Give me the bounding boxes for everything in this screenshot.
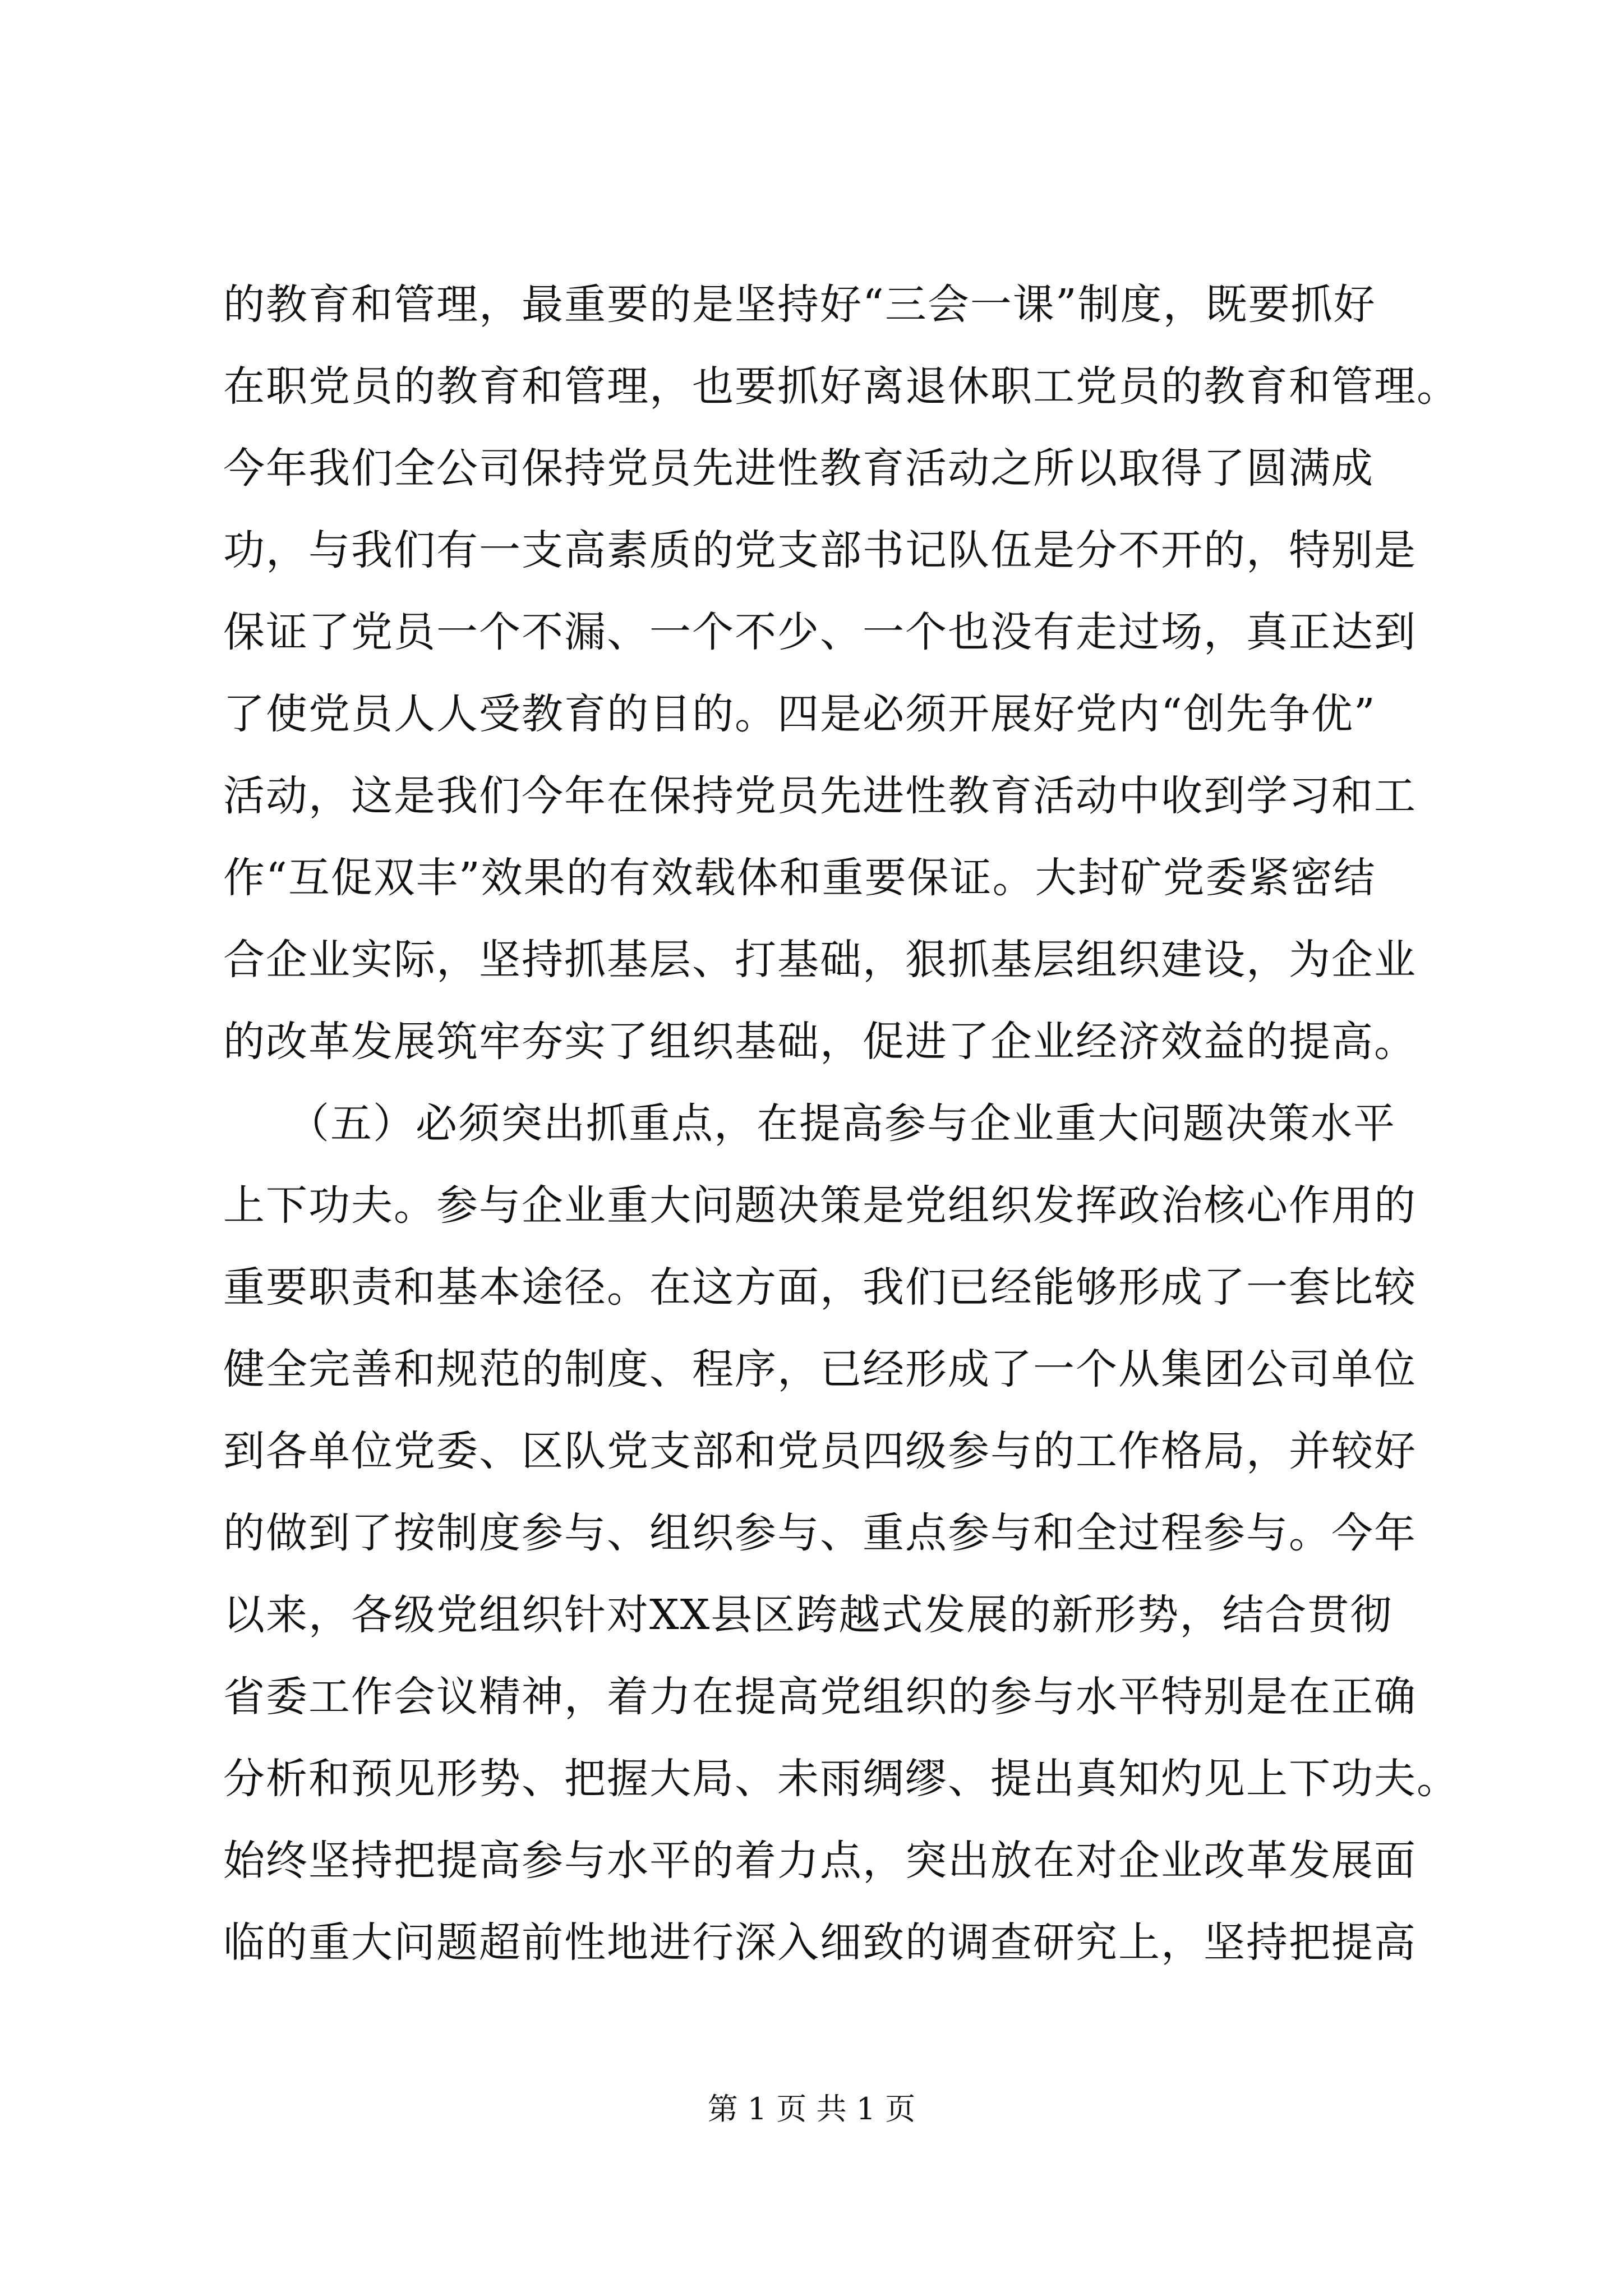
text-line: 保证了党员一个不漏、一个不少、一个也没有走过场，真正达到 xyxy=(223,608,1417,656)
text-line: 活动，这是我们今年在保持党员先进性教育活动中收到学习和工 xyxy=(223,772,1417,820)
text-line: 分析和预见形势、把握大局、未雨绸缪、提出真知灼见上下功夫。 xyxy=(223,1755,1459,1803)
section-heading-line: （五）必须突出抓重点，在提高参与企业重大问题决策水平 xyxy=(223,1099,1396,1148)
text-line: 的教育和管理，最重要的是坚持好“三会一课”制度，既要抓好 xyxy=(223,280,1376,329)
text-line: 以来，各级党组织针对XX县区跨越式发展的新形势，结合贯彻 xyxy=(223,1591,1393,1639)
text-line: 今年我们全公司保持党员先进性教育活动之所以取得了圆满成 xyxy=(223,444,1374,493)
body-text xyxy=(223,264,1491,1984)
text-line: 上下功夫。参与企业重大问题决策是党组织发挥政治核心作用的 xyxy=(223,1181,1417,1230)
text-line: 在职党员的教育和管理，也要抓好离退休职工党员的教育和管理。 xyxy=(223,362,1459,411)
text-line: 功，与我们有一支高素质的党支部书记队伍是分不开的，特别是 xyxy=(223,526,1417,574)
text-line: 作“互促双丰”效果的有效载体和重要保证。大封矿党委紧密结 xyxy=(223,854,1376,902)
text-line: 到各单位党委、区队党支部和党员四级参与的工作格局，并较好 xyxy=(223,1427,1417,1475)
text-line: 健全完善和规范的制度、程序，已经形成了一个从集团公司单位 xyxy=(223,1345,1417,1393)
page-footer: 第 1 页 共 1 页 xyxy=(707,2091,916,2127)
text-line: 合企业实际，坚持抓基层、打基础，狠抓基层组织建设，为企业 xyxy=(223,936,1417,984)
text-line: 临的重大问题超前性地进行深入细致的调查研究上，坚持把提高 xyxy=(223,1918,1417,1967)
text-line: 的做到了按制度参与、组织参与、重点参与和全过程参与。今年 xyxy=(223,1509,1417,1557)
text-line: 省委工作会议精神，着力在提高党组织的参与水平特别是在正确 xyxy=(223,1673,1417,1721)
text-line: 始终坚持把提高参与水平的着力点，突出放在对企业改革发展面 xyxy=(223,1837,1417,1885)
text-line: 重要职责和基本途径。在这方面，我们已经能够形成了一套比较 xyxy=(223,1263,1417,1312)
text-line: 了使党员人人受教育的目的。四是必须开展好党内“创先争优” xyxy=(223,690,1376,738)
text-line: 的改革发展筑牢夯实了组织基础，促进了企业经济效益的提高。 xyxy=(223,1018,1417,1066)
